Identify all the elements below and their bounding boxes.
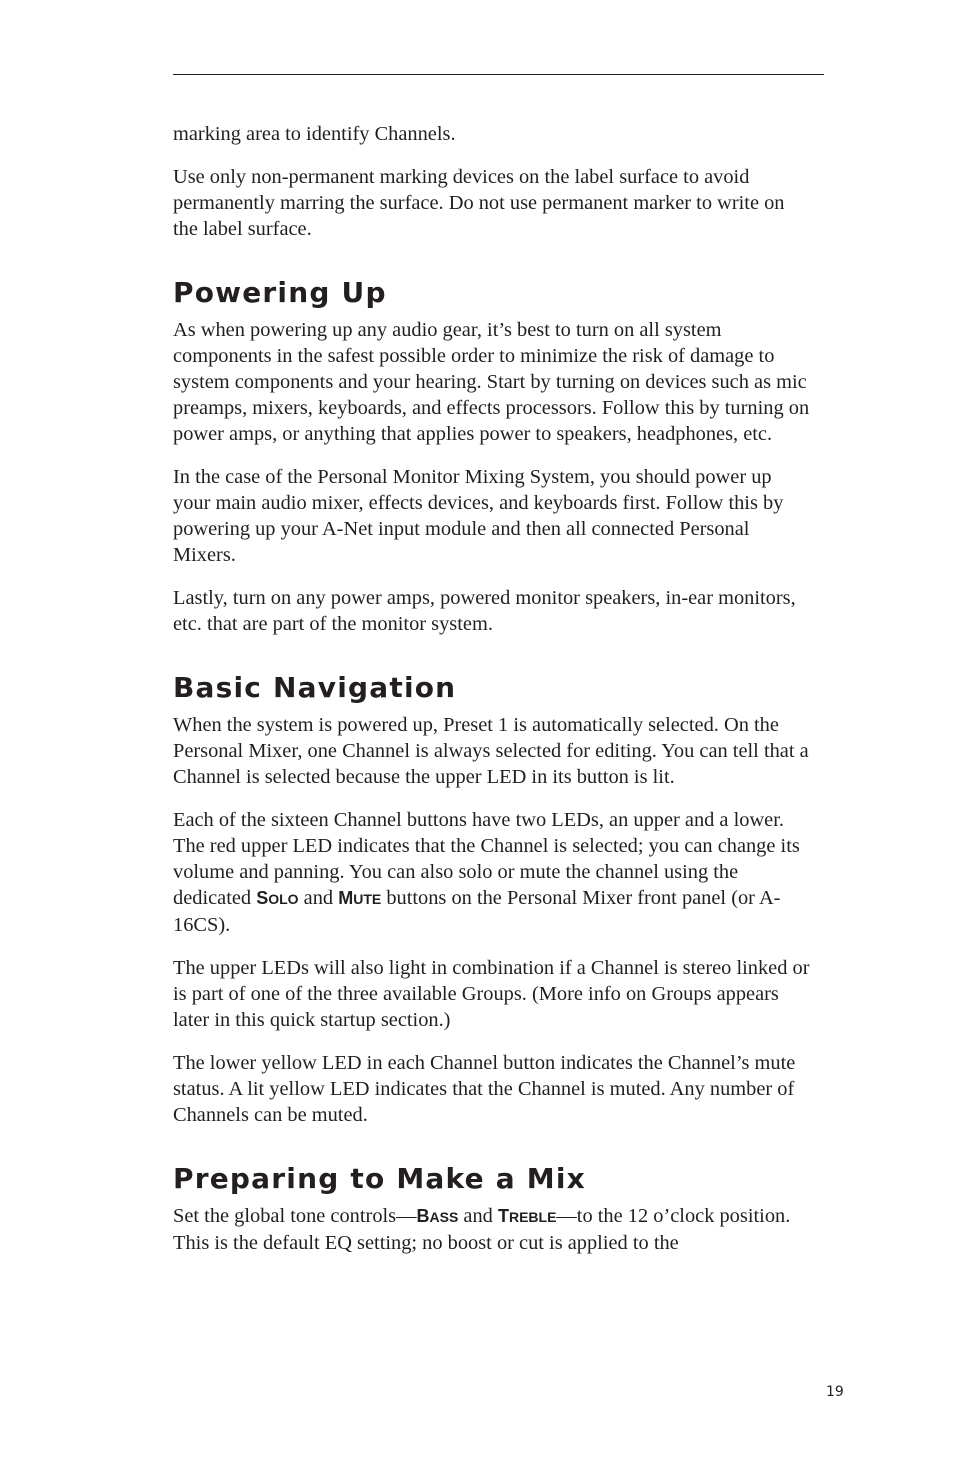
- paragraph-text: buttons on the Personal Mixer front panel (or A-16CS).: [173, 887, 781, 936]
- paragraph-text: Each of the sixteen Channel buttons have two LEDs, an upper and a lower. The red upper LED indicates that the Channel is selected; you can change its volume and panning. You can also solo or mute the channel using the dedicated: [173, 809, 800, 909]
- powering-up-paragraph-2: In the case of the Personal Monitor Mixing System, you should power up your main audio mixer, effects devices, and keyboards first. Follow this by powering up your A-Net input module and then all connected Personal Mixers.: [173, 466, 784, 566]
- mute-initial: M: [338, 888, 354, 908]
- bass-rest: ASS: [429, 1209, 459, 1225]
- mute-rest: UTE: [353, 891, 382, 907]
- page-body: [173, 121, 813, 1273]
- header-rule: [173, 74, 824, 75]
- basic-navigation-paragraph-4: The lower yellow LED in each Channel button indicates the Channel’s mute status. A lit yellow LED indicates that the Channel is muted. Any number of Channels can be muted.: [173, 1052, 796, 1126]
- treble-initial: T: [497, 1206, 509, 1226]
- basic-navigation-paragraph-3: The upper LEDs will also light in combination if a Channel is stereo linked or is part of one of the three available Groups. (More info on Groups appears later in this quick startup section.): [173, 957, 810, 1031]
- intro-paragraph-2: Use only non-permanent marking devices on the label surface to avoid permanently marring the surface. Do not use permanent marker to write on the label surface.: [173, 166, 785, 240]
- powering-up-paragraph-1: As when powering up any audio gear, it’s best to turn on all system components in the safest possible order to minimize the risk of damage to system components and your hearing. Start by turning on devices such as mic preamps, mixers, keyboards, and effects processors. Follow this by turning on power amps, or anything that applies power to speakers, headphones, etc.: [173, 319, 810, 445]
- powering-up-paragraph-3: Lastly, turn on any power amps, powered monitor speakers, in-ear monitors, etc. that are part of the monitor system.: [173, 587, 796, 635]
- preparing-mix-paragraph-1: [173, 1203, 813, 1256]
- paragraph-text: and: [298, 887, 339, 909]
- bass-initial: B: [416, 1206, 430, 1226]
- paragraph-text: —to the 12 o’clock position. This is the default EQ setting; no boost or cut is applied to the: [173, 1205, 791, 1254]
- paragraph-text: and: [458, 1205, 498, 1227]
- mute-button-name: [338, 887, 381, 909]
- solo-rest: OLO: [268, 891, 299, 907]
- page-number: 19: [826, 1384, 844, 1400]
- basic-navigation-paragraph-2: [173, 807, 813, 938]
- paragraph-text: Set the global tone controls—: [173, 1205, 417, 1227]
- basic-navigation-heading: Basic Navigation: [173, 671, 457, 704]
- bass-control-name: [417, 1205, 459, 1227]
- solo-button-name: [256, 887, 298, 909]
- powering-up-heading: Powering Up: [173, 276, 387, 309]
- intro-paragraph-1: marking area to identify Channels.: [173, 123, 456, 145]
- solo-initial: S: [256, 888, 269, 908]
- treble-control-name: [498, 1205, 556, 1227]
- treble-rest: REBLE: [508, 1209, 557, 1225]
- basic-navigation-paragraph-1: When the system is powered up, Preset 1 is automatically selected. On the Personal Mixer, one Channel is always selected for editing. You can tell that a Channel is selected because the upper LED in its button is lit.: [173, 714, 809, 788]
- preparing-mix-heading: Preparing to Make a Mix: [173, 1162, 586, 1195]
